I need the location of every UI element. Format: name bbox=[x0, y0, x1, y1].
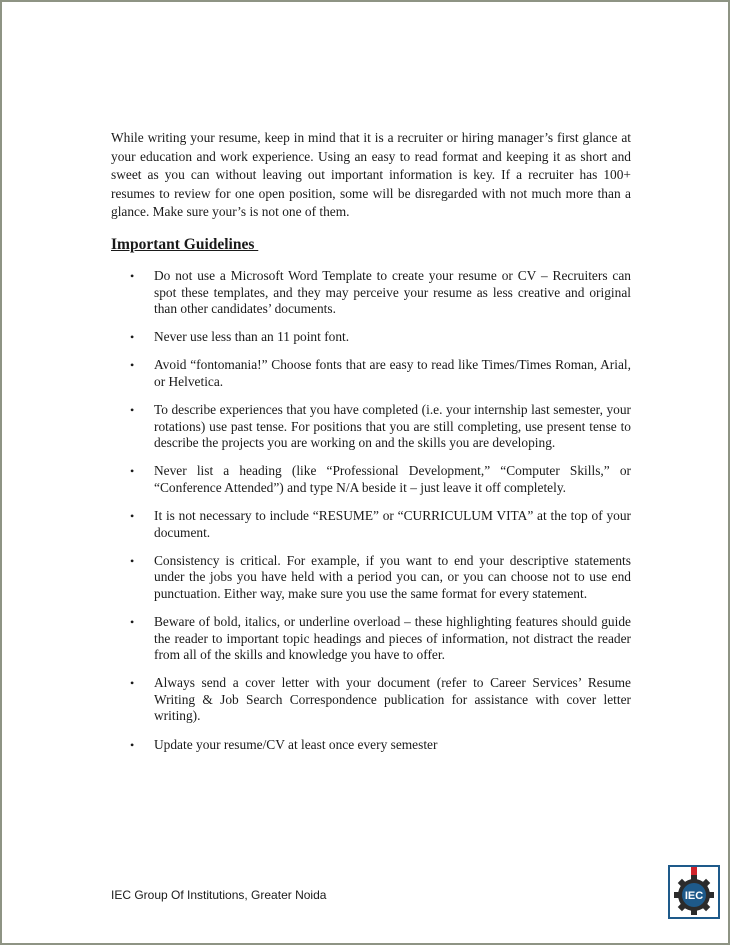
guideline-text: Beware of bold, italics, or underline overload – these highlighting features should guide the reader to important topic headings and pieces of information, not distract the reader from all of the skills and knowledge you have to offer. bbox=[154, 614, 631, 663]
bullet-icon: • bbox=[130, 676, 135, 691]
logo-text: IEC bbox=[684, 890, 704, 902]
guideline-item bbox=[111, 553, 631, 603]
bullet-icon: • bbox=[130, 464, 135, 479]
bullet-icon: • bbox=[130, 358, 135, 373]
bullet-icon: • bbox=[130, 553, 135, 568]
guideline-text: Never use less than an 11 point font. bbox=[154, 329, 350, 345]
guideline-item bbox=[111, 614, 631, 664]
guideline-item bbox=[111, 357, 631, 390]
gear-logo-icon bbox=[670, 867, 718, 917]
guideline-item bbox=[111, 463, 631, 496]
bullet-icon: • bbox=[130, 330, 135, 345]
intro-paragraph: While writing your resume, keep in mind that it is a recruiter or hiring manager’s first glance at your education and work experience. Using an easy to read format and keeping it as short and sweet as you can without leaving out important information is key. If a recruiter has 100+ resumes to review for one open position, some will be disregarded with not much more than a glance. Make sure your’s is not one of them. bbox=[111, 130, 631, 220]
guideline-text: To describe experiences that you have completed (i.e. your internship last semester, your rotations) use past tense. For positions that you are still completing, use present tense to describe the projects you are working on and the skills you are developing. bbox=[154, 402, 631, 451]
guideline-text: Avoid “fontomania!” Choose fonts that are easy to read like Times/Times Roman, Arial, or Helvetica. bbox=[154, 357, 631, 389]
logo-accent-mark bbox=[691, 867, 697, 876]
iec-logo bbox=[668, 865, 720, 919]
guideline-item bbox=[111, 402, 631, 452]
guideline-text: Consistency is critical. For example, if you want to end your descriptive statements under the jobs you have held with a period you can, or you can choose not to use end punctuation. Either way, make sure you use the same format for every statement. bbox=[154, 552, 631, 601]
guideline-text: Do not use a Microsoft Word Template to create your resume or CV – Recruiters can spot these templates, and they may perceive your resume as less creative and original than other candidates’ documents. bbox=[154, 268, 631, 317]
guideline-text: Always send a cover letter with your document (refer to Career Services’ Resume Writing & Job Search Correspondence publication for assistance with cover letter writing). bbox=[154, 675, 631, 724]
bullet-icon: • bbox=[130, 403, 135, 418]
guideline-item bbox=[111, 508, 631, 541]
guideline-text: It is not necessary to include “RESUME” or “CURRICULUM VITA” at the top of your document. bbox=[154, 508, 631, 540]
bullet-icon: • bbox=[130, 615, 135, 629]
section-heading: Important Guidelines bbox=[111, 236, 259, 253]
bullet-icon: • bbox=[130, 737, 135, 752]
guideline-item bbox=[111, 268, 631, 318]
guidelines-list bbox=[111, 268, 631, 765]
guideline-item bbox=[111, 675, 631, 725]
bullet-icon: • bbox=[130, 269, 135, 283]
guideline-item bbox=[111, 737, 631, 754]
footer-text: IEC Group Of Institutions, Greater Noida bbox=[111, 888, 327, 902]
guideline-text: Update your resume/CV at least once every semester bbox=[154, 736, 438, 752]
bullet-icon: • bbox=[130, 509, 135, 524]
guideline-item bbox=[111, 329, 631, 346]
guideline-text: Never list a heading (like “Professional Development,” “Computer Skills,” or “Conference Attended”) and type N/A beside it – just leave it off completely. bbox=[154, 463, 631, 495]
